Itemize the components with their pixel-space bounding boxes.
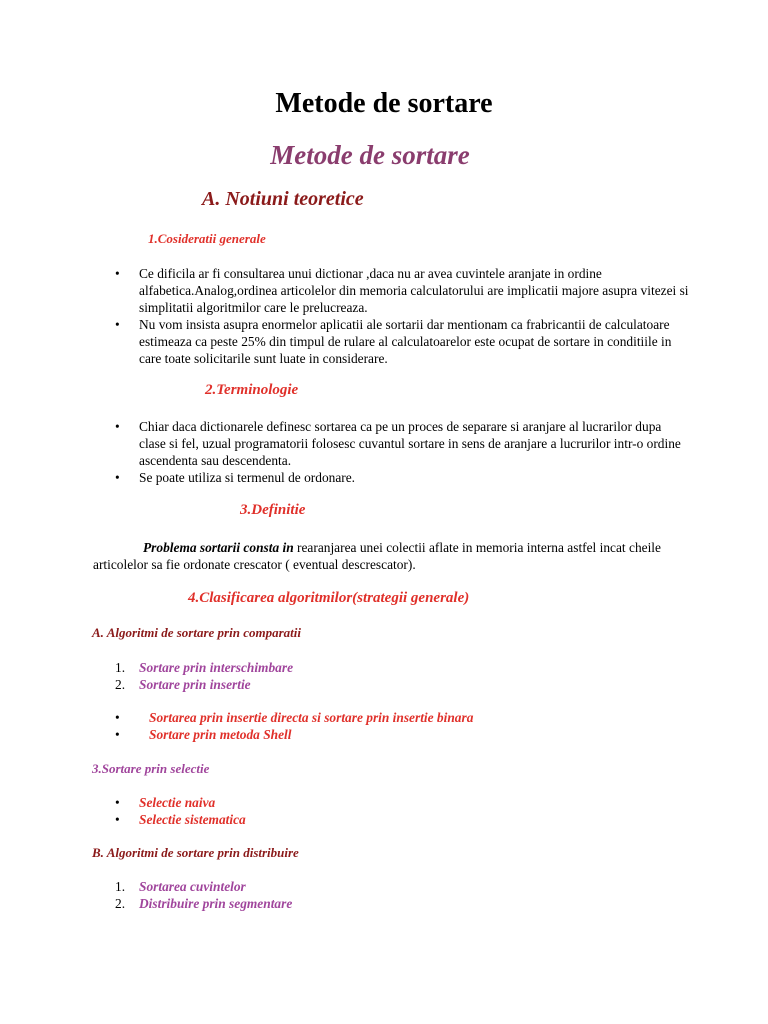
heading-definitie: 3.Definitie (240, 502, 306, 518)
consideratii-list (115, 265, 690, 367)
bullet-icon: • (115, 795, 120, 810)
item-label: Sortare prin metoda Shell (149, 727, 292, 742)
list-item (115, 659, 293, 676)
item-number: 1. (115, 879, 126, 894)
bullet-icon: • (115, 266, 120, 281)
list-item (115, 895, 292, 912)
document-subtitle: Metode de sortare (270, 140, 470, 170)
section-heading-notiuni: A. Notiuni teoretice (202, 188, 364, 210)
item-number: 2. (115, 677, 126, 692)
bullet-text: Nu vom insista asupra enormelor aplicatii ale sortarii dar mentionam ca frabricantii de calculatoare estimeaza ca peste 25% din timpul de rulare al calculatoarelor este ocupat de sortare in conditiile in care toate solicitarile sunt luate in considerare. (139, 317, 672, 366)
item-label: Selectie sistematica (139, 812, 246, 827)
heading-comparatii: A. Algoritmi de sortare prin comparatii (92, 625, 301, 640)
terminologie-list (115, 418, 690, 486)
item-label: Selectie naiva (139, 795, 216, 810)
comparatii-numbered-list (115, 659, 293, 693)
bullet-icon: • (115, 710, 120, 725)
selectie-list (115, 794, 246, 828)
list-item (115, 878, 292, 895)
item-number: 1. (115, 660, 126, 675)
bullet-text: Ce dificila ar fi consultarea unui dictionar ,daca nu ar avea cuvintele aranjate in ordine alfabetica.Analog,ordinea articolelor din memoria calculatorului are implicatii majore asupra vitezei si simplitatii algoritmilor care le prelucreaza. (139, 266, 689, 315)
distribuire-numbered-list (115, 878, 292, 912)
bullet-icon: • (115, 419, 120, 434)
bullet-icon: • (115, 727, 120, 742)
document-title: Metode de sortare (275, 88, 493, 119)
heading-consideratii: 1.Cosideratii generale (148, 231, 266, 246)
bullet-text: Chiar daca dictionarele definesc sortarea ca pe un proces de separare si aranjare al lucrarilor dupa clase si fel, uzual programatorii folosesc cuvantul sortare in sens de aranjare a lucrurilor intr-o ordine ascendenta sau descendenta. (139, 419, 681, 468)
list-item (115, 469, 690, 486)
item-label: Sortare prin interschimbare (139, 660, 294, 675)
definition-paragraph (93, 539, 693, 573)
list-item (115, 418, 690, 469)
list-item (115, 709, 473, 726)
list-item (115, 316, 690, 367)
heading-clasificare: 4.Clasificarea algoritmilor(strategii generale) (188, 590, 470, 606)
insertie-sub-list (115, 709, 473, 743)
list-item (115, 265, 690, 316)
item-label: Sortare prin insertie (139, 677, 251, 692)
heading-terminologie: 2.Terminologie (205, 382, 299, 398)
item-label: Sortarea cuvintelor (139, 879, 246, 894)
bullet-text: Se poate utiliza si termenul de ordonare. (139, 470, 356, 485)
item-number: 2. (115, 896, 126, 911)
bullet-icon: • (115, 470, 120, 485)
bullet-icon: • (115, 317, 120, 332)
list-item (115, 811, 246, 828)
bullet-icon: • (115, 812, 120, 827)
heading-selectie: 3.Sortare prin selectie (92, 761, 210, 776)
definition-text: rearanjarea unei colectii aflate in memoria interna astfel incat cheile articolelor sa fie ordonate crescator ( eventual descrescator). (93, 540, 661, 572)
definition-lead: Problema sortarii consta in (143, 540, 294, 555)
item-label: Sortarea prin insertie directa si sortare prin insertie binara (149, 710, 474, 725)
list-item (115, 726, 473, 743)
heading-distribuire: B. Algoritmi de sortare prin distribuire (92, 845, 299, 860)
item-label: Distribuire prin segmentare (139, 896, 293, 911)
list-item (115, 676, 293, 693)
list-item (115, 794, 246, 811)
